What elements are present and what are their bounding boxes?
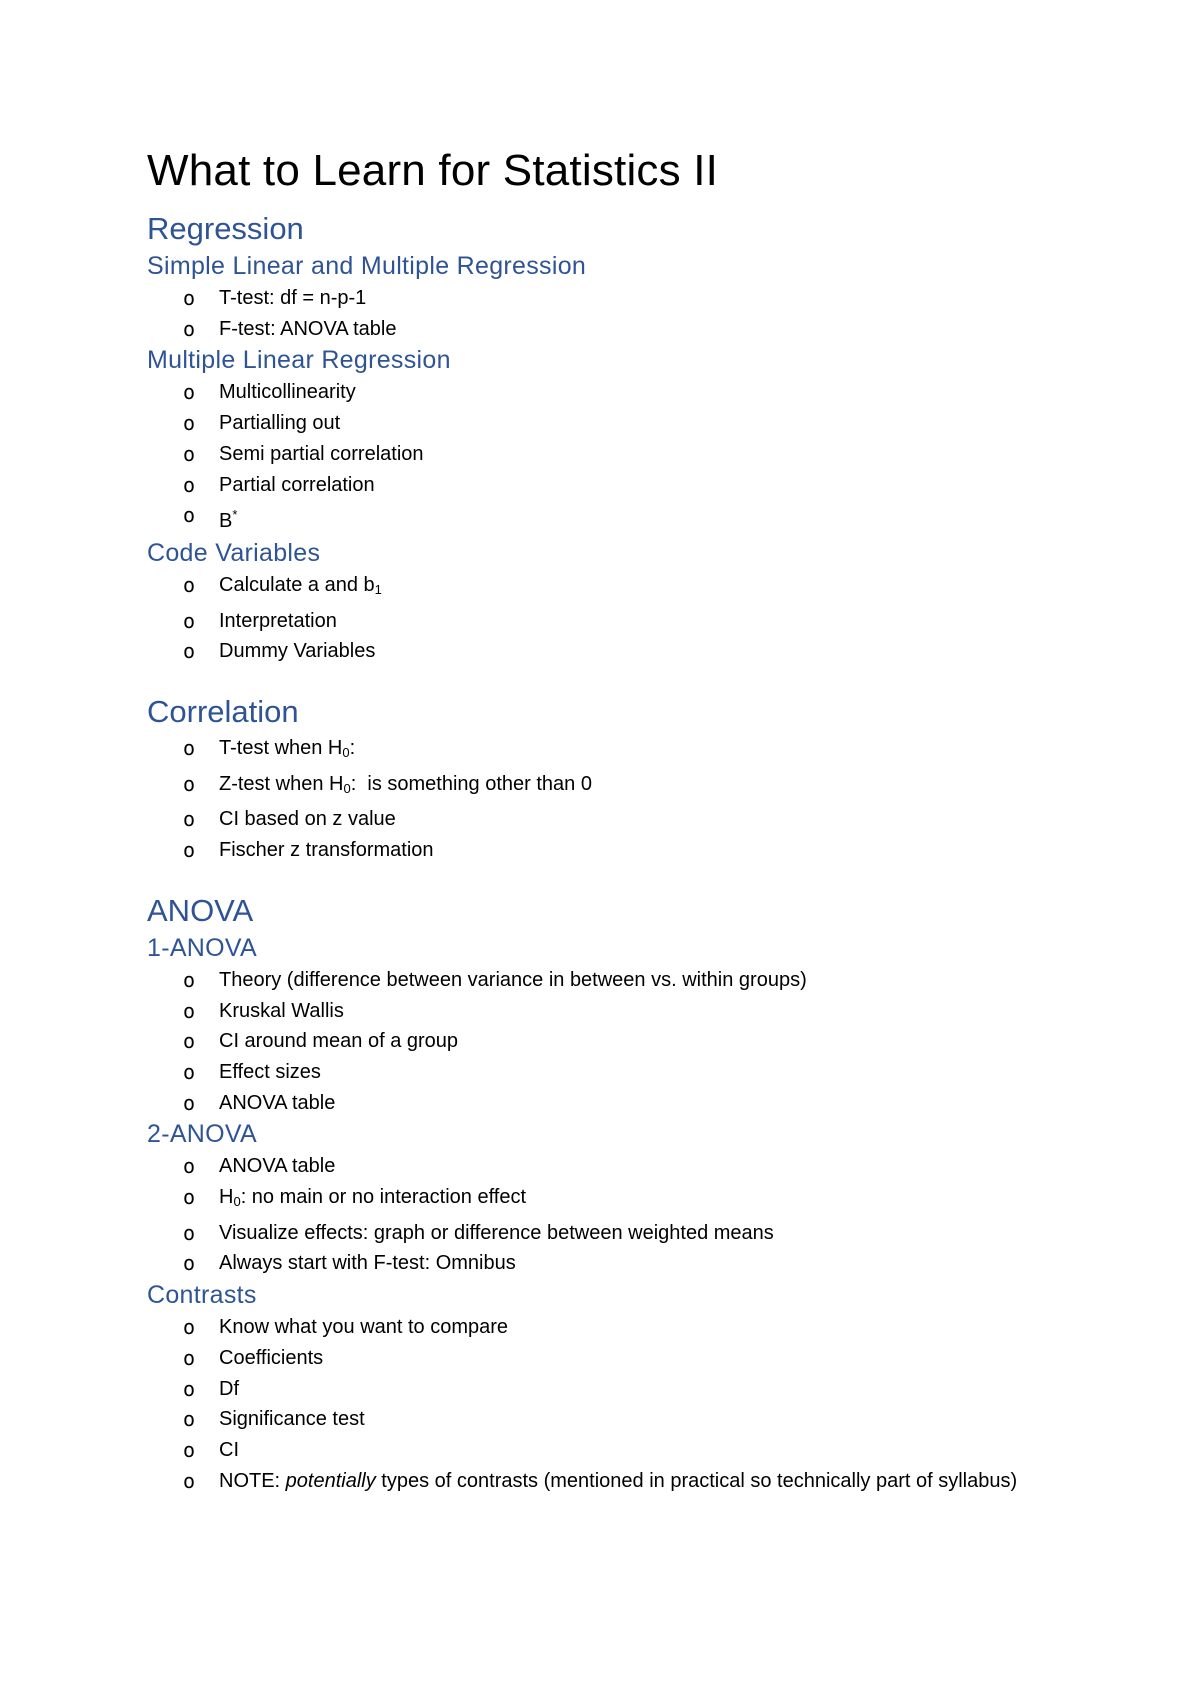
bullet-icon: o: [183, 411, 196, 436]
list-contrasts: [147, 1312, 1047, 1496]
bullet-icon: o: [183, 639, 196, 664]
bullet-icon: o: [183, 1090, 196, 1115]
list-item: o Semi partial correlation: [147, 439, 1047, 470]
document-title: What to Learn for Statistics II: [147, 146, 719, 195]
list-item: o Know what you want to compare: [147, 1312, 1047, 1343]
section-heading-regression: Regression: [147, 211, 304, 246]
note-emphasis: potentially: [285, 1469, 376, 1492]
list-multiple-linear: [147, 377, 1047, 537]
subheading-multiple-linear: Multiple Linear Regression: [147, 346, 451, 375]
list-correlation: [147, 733, 1047, 866]
list-item: o Df: [147, 1374, 1047, 1405]
bullet-icon: o: [183, 1059, 196, 1084]
bullet-icon: o: [183, 1029, 196, 1054]
bullet-icon: o: [183, 771, 196, 796]
list-item: o B*: [147, 500, 1047, 537]
bullet-icon: o: [183, 316, 196, 341]
list-item: o Theory (difference between variance in between vs. within groups): [147, 965, 1047, 996]
bullet-icon: o: [183, 1185, 196, 1210]
list-item: o Always start with F-test: Omnibus: [147, 1248, 1047, 1279]
list-item: o Partial correlation: [147, 470, 1047, 501]
subheading-1-anova: 1-ANOVA: [147, 933, 257, 962]
bullet-icon: o: [183, 1468, 196, 1493]
list-item: o Z-test when $H_0$: is something other than 0: [147, 769, 1047, 805]
list-code-variables: [147, 570, 1047, 667]
list-2-anova: [147, 1151, 1047, 1279]
bullet-icon: o: [183, 1220, 196, 1245]
list-item: o T-test when $H_0$:: [147, 733, 1047, 769]
subheading-simple-linear: Simple Linear and Multiple Regression: [147, 252, 587, 280]
section-heading-correlation: Correlation: [147, 694, 299, 730]
bullet-icon: o: [183, 608, 196, 633]
document-content: [147, 140, 1047, 1496]
bullet-icon: o: [183, 472, 196, 497]
subheading-code-variables: Code Variables: [147, 538, 321, 567]
bullet-icon: o: [183, 1437, 196, 1462]
bullet-icon: o: [183, 286, 196, 310]
list-item: o Fischer z transformation: [147, 835, 1047, 866]
bullet-icon: o: [183, 1251, 196, 1276]
section-heading-anova: ANOVA: [147, 892, 254, 928]
list-item: o Multicollinearity: [147, 377, 1047, 408]
subheading-contrasts: Contrasts: [147, 1281, 257, 1310]
bullet-icon: o: [183, 1315, 196, 1340]
list-item: o CI around mean of a group: [147, 1026, 1047, 1057]
list-item: o Coefficients: [147, 1343, 1047, 1374]
bullet-icon: o: [183, 1154, 196, 1179]
list-item: o ANOVA table: [147, 1088, 1047, 1119]
list-item: o Effect sizes: [147, 1057, 1047, 1088]
list-item: o $H_0$: no main or no interaction effect: [147, 1182, 1047, 1218]
bullet-icon: o: [183, 998, 196, 1023]
bullet-icon: o: [183, 380, 196, 405]
list-item: o Partialling out: [147, 408, 1047, 439]
bullet-icon: o: [183, 503, 196, 528]
list-item: o T-test: df = n-p-1: [147, 283, 1047, 314]
bullet-icon: o: [183, 1407, 196, 1432]
list-item: o Visualize effects: graph or difference between weighted means: [147, 1218, 1047, 1249]
bullet-icon: o: [183, 967, 196, 992]
list-item: o CI: [147, 1435, 1047, 1466]
list-item: o Calculate a and $b_1$: [147, 570, 1047, 606]
bullet-icon: o: [183, 1376, 196, 1401]
list-item: o Significance test: [147, 1404, 1047, 1435]
bullet-icon: o: [183, 838, 196, 863]
bullet-icon: o: [183, 807, 196, 832]
list-item: o Dummy Variables: [147, 636, 1047, 667]
subheading-2-anova: 2-ANOVA: [147, 1120, 257, 1149]
list-item: o Kruskal Wallis: [147, 996, 1047, 1027]
list-item: o F-test: ANOVA table: [147, 314, 1047, 345]
bullet-icon: o: [183, 441, 196, 466]
list-1-anova: [147, 965, 1047, 1119]
list-item: o CI based on z value: [147, 804, 1047, 835]
list-simple-linear: [147, 283, 1047, 344]
bullet-icon: o: [183, 1345, 196, 1370]
list-item: o Interpretation: [147, 606, 1047, 637]
list-item: o ANOVA table: [147, 1151, 1047, 1182]
bullet-icon: o: [183, 736, 196, 761]
list-item-note: o NOTE: potentially types of contrasts (mentioned in practical so technically part of syllabus): [147, 1466, 1047, 1497]
bullet-icon: o: [183, 572, 196, 597]
